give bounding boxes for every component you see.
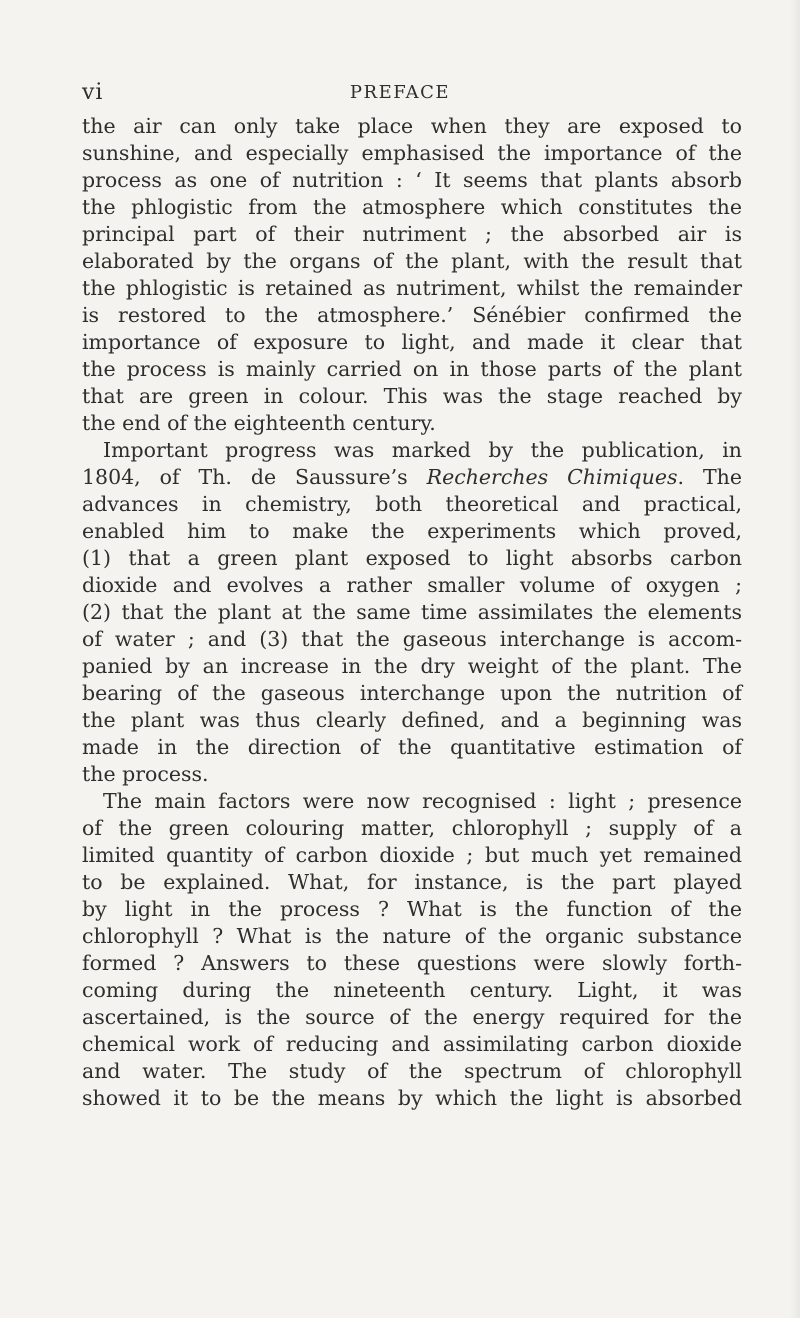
page-number: vi <box>82 80 104 105</box>
text-line: The main factors were now recognised : light ; presence <box>103 789 742 813</box>
text-line: by light in the process ? What is the function of the <box>82 897 742 921</box>
page-edge-shadow <box>790 0 800 1318</box>
text-line: limited quantity of carbon dioxide ; but much yet remained <box>82 843 742 867</box>
text-line: of the green colouring matter, chlorophyll ; supply of a <box>82 816 742 840</box>
running-head: PREFACE <box>349 82 451 103</box>
book-title: Recherches Chimiques <box>426 465 678 489</box>
text-line: the phlogistic from the atmosphere which constitutes the <box>82 195 742 219</box>
text-line: the phlogistic is retained as nutriment, whilst the remainder <box>82 276 742 300</box>
page-header <box>0 80 800 110</box>
text-line: principal part of their nutriment ; the absorbed air is <box>82 222 742 246</box>
text-line: showed it to be the means by which the light is absorbed <box>82 1086 742 1110</box>
text-line: (2) that the plant at the same time assimilates the elements <box>82 600 742 624</box>
text-line: process as one of nutrition : ‘ It seems that plants absorb <box>82 168 742 192</box>
text-line: enabled him to make the experiments which proved, <box>82 519 742 543</box>
text-line: formed ? Answers to these questions were slowly forth- <box>82 951 742 975</box>
text-line: Important progress was marked by the publication, in <box>103 438 742 462</box>
text-line: the process. <box>82 762 209 786</box>
text-line: made in the direction of the quantitative estimation of <box>82 735 742 759</box>
text-line: 1804, of Th. de Saussure’s Recherches Chimiques. The <box>82 465 743 489</box>
text-line: that are green in colour. This was the stage reached by <box>82 384 742 408</box>
text-line: chemical work of reducing and assimilating carbon dioxide <box>82 1032 742 1056</box>
text-line: panied by an increase in the dry weight of the plant. The <box>82 654 742 678</box>
text-line: dioxide and evolves a rather smaller volume of oxygen ; <box>82 573 742 597</box>
text-line: the air can only take place when they are exposed to <box>82 114 742 138</box>
text-line: of water ; and (3) that the gaseous interchange is accom- <box>82 627 742 651</box>
text-line: to be explained. What, for instance, is the part played <box>82 870 742 894</box>
text-line: coming during the nineteenth century. Light, it was <box>82 978 742 1002</box>
text-line: and water. The study of the spectrum of chlorophyll <box>82 1059 742 1083</box>
text-line: importance of exposure to light, and made it clear that <box>82 330 742 354</box>
text-line: sunshine, and especially emphasised the importance of the <box>82 141 742 165</box>
text-line: elaborated by the organs of the plant, with the result that <box>82 249 742 273</box>
text-line: the end of the eighteenth century. <box>82 411 436 435</box>
body-text <box>82 113 742 1112</box>
text-line: is restored to the atmosphere.’ Sénébier confirmed the <box>82 303 742 327</box>
text-line: ascertained, is the source of the energy required for the <box>82 1005 742 1029</box>
text-line: advances in chemistry, both theoretical and practical, <box>82 492 742 516</box>
text-line: chlorophyll ? What is the nature of the organic substance <box>82 924 742 948</box>
text-line: bearing of the gaseous interchange upon the nutrition of <box>82 681 742 705</box>
text-line: the process is mainly carried on in those parts of the plant <box>82 357 742 381</box>
text-line: (1) that a green plant exposed to light absorbs carbon <box>82 546 742 570</box>
text-line: the plant was thus clearly defined, and a beginning was <box>82 708 742 732</box>
